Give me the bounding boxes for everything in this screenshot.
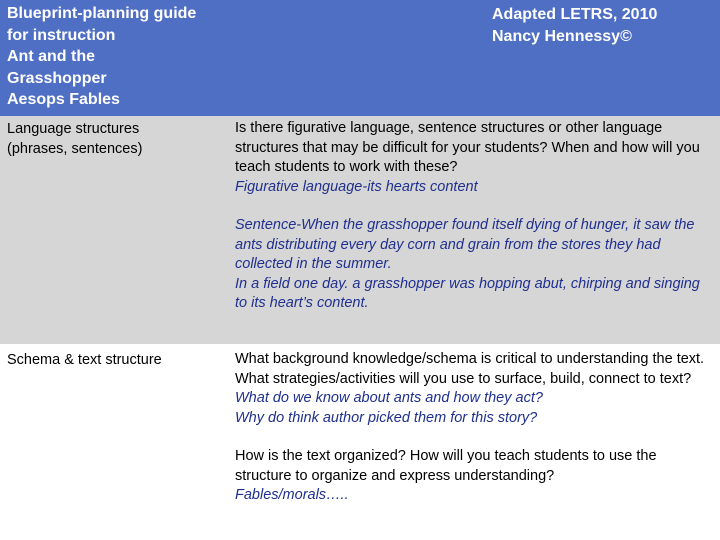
guiding-question: How is the text organized? How will you teach students to use the structure to organize and express understanding?	[235, 448, 657, 484]
row-label-line: Language structures	[7, 121, 140, 137]
row-content	[235, 350, 713, 506]
answer-text: Why do think author picked them for this story?	[235, 409, 538, 426]
row-content	[235, 119, 713, 314]
guide-title-line: Grasshopper	[7, 69, 107, 87]
guide-title-line: Ant and the	[7, 48, 95, 65]
answer-text: Figurative language-its hearts content	[235, 178, 478, 195]
row-language-structures	[0, 116, 720, 344]
row-label	[7, 119, 217, 159]
guide-title	[7, 3, 217, 111]
guiding-question: Is there figurative language, sentence structures or other language structures that may be difficult for your students? When and how will you teach students to work with these?	[235, 120, 700, 175]
guiding-question: What background knowledge/schema is critical to understanding the text. What strategies/activities will you use to surface, build, connect to text?	[235, 351, 705, 387]
answer-text: What do we know about ants and how they act?	[235, 390, 543, 406]
attribution	[492, 4, 712, 47]
answer-text: In a field one day. a grasshopper was hopping abut, chirping and singing to its heart’s content.	[235, 275, 700, 311]
row-label: Schema & text structure	[7, 352, 162, 368]
row-schema-text-structure	[0, 346, 720, 540]
header-row	[0, 0, 720, 116]
guide-title-line: Blueprint-planning guide	[7, 5, 197, 22]
attribution-line: Nancy Hennessy©	[492, 27, 632, 45]
answer-text: Sentence-When the grasshopper found itself dying of hunger, it saw the ants distributing every day corn and grain from the stores they had collected in the summer.	[235, 217, 695, 272]
row-label-line: (phrases, sentences)	[7, 141, 143, 157]
guide-title-line: Aesops Fables	[7, 91, 120, 108]
guide-title-line: for instruction	[7, 26, 116, 44]
attribution-line: Adapted LETRS, 2010	[492, 6, 658, 23]
answer-text: Fables/morals…..	[235, 487, 349, 503]
